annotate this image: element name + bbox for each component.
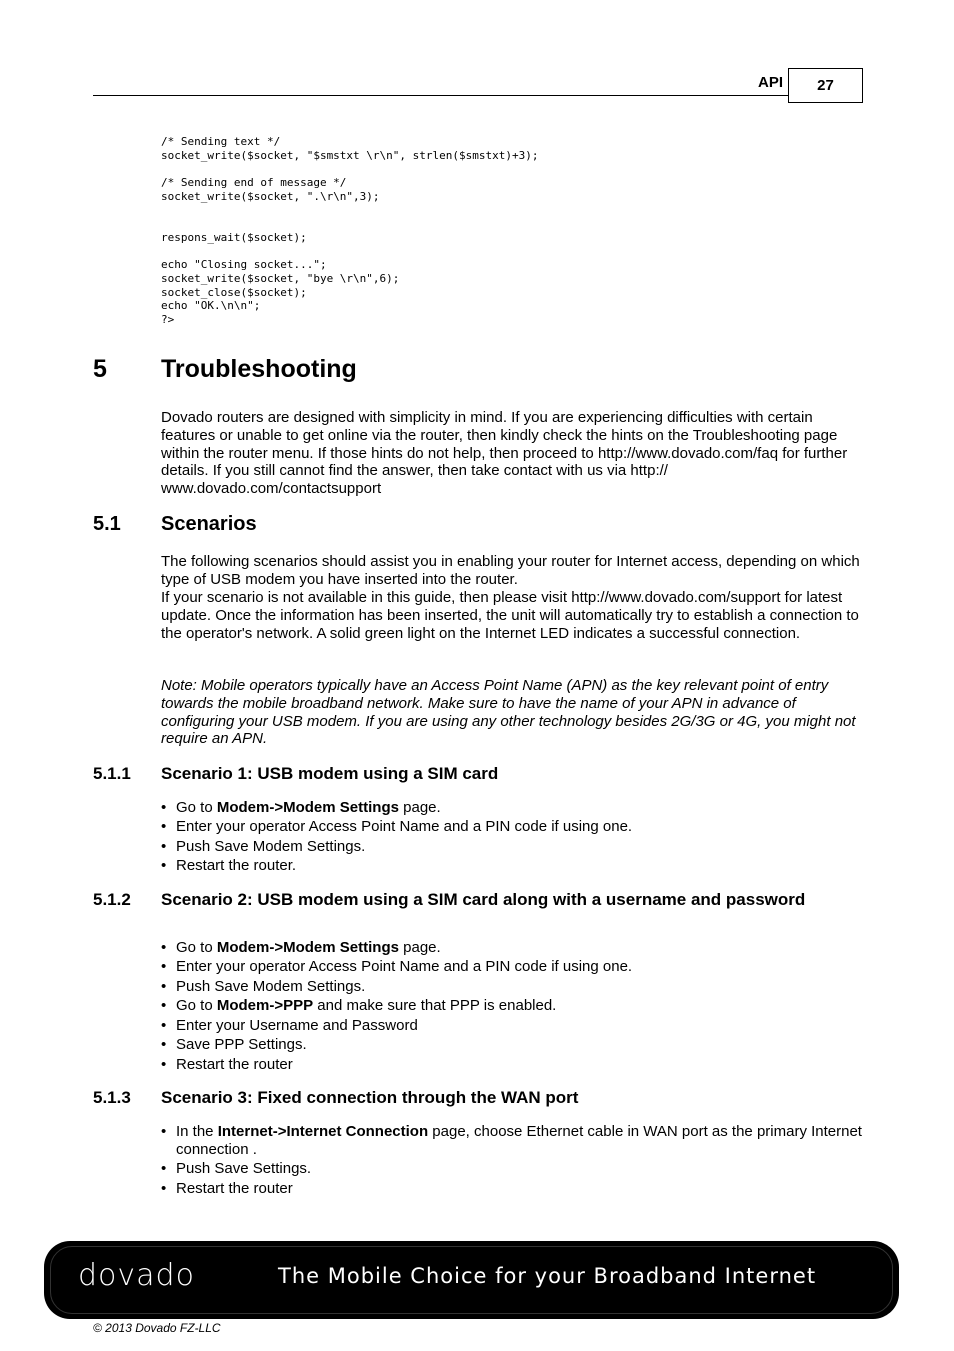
section-number: 5 [93,355,107,383]
list-item-text: Enter your operator Access Point Name and a PIN code if using one. [176,958,633,976]
list-item-text: and make sure that PPP is enabled. [313,997,557,1015]
list-item [161,997,863,1015]
list-item-text: page. [398,939,441,956]
list-item [161,1160,863,1178]
list-item-text: Restart the router [176,1179,293,1197]
menu-path: Modem->PPP [216,997,314,1015]
list-item [161,1056,863,1074]
scenarios-paragraph-1: The following scenarios should assist you in enabling your router for Internet access, depending on which type of USB modem you have inserted into the router. [161,553,860,588]
menu-path: Internet->Internet Connection [217,1123,429,1140]
header-rule [93,95,789,96]
copyright-notice: © 2013 Dovado FZ-LLC [93,1321,221,1335]
list-item-text: Go to [176,997,217,1015]
scenario-1-steps [161,799,863,877]
list-item [161,1017,863,1035]
list-item-text: Restart the router [176,1055,293,1073]
section-number: 5.1 [93,513,121,535]
list-item [161,978,863,996]
section-title: Scenarios [161,513,257,535]
list-item-text: Go to [176,939,217,956]
section-title: Scenario 2: USB modem using a SIM card along with a username and password [161,890,806,909]
list-item-text: Enter your Username and Password [176,1016,418,1034]
list-item [161,958,863,976]
list-item-text: Push Save Modem Settings. [176,977,366,995]
list-item-text: In the [176,1123,218,1140]
menu-path: Modem->Modem Settings [216,939,399,956]
list-item-text: Restart the router. [176,857,297,875]
page-number: 27 [817,77,834,94]
footer-slogan: The Mobile Choice for your Broadband Internet [278,1264,817,1288]
scenarios-paragraph-2: If your scenario is not available in this guide, then please visit http://www.dovado.com/support for latest update. Once the information has been inserted, the unit will automatically try to establish a connection to the operator's network. A solid green light on the Internet LED indicates a successful connection. [161,589,859,642]
list-item-text: page, choose Ethernet cable in WAN port as the primary Internet connection . [176,1123,862,1158]
list-item [161,1180,863,1198]
list-item-text: Push Save Settings. [176,1160,312,1178]
apn-note: Note: Mobile operators typically have an Access Point Name (APN) as the key relevant point of entry towards the mobile broadband network. Make sure to have the name of your APN in advance of configuring your USB modem. If you are using any other technology besides 2G/3G or 4G, you might not require an APN. [161,677,856,748]
section-title: Troubleshooting [161,355,357,383]
list-item-text: Save PPP Settings. [176,1036,307,1054]
list-item [161,799,863,817]
section-number: 5.1.3 [93,1088,131,1107]
troubleshooting-intro: Dovado routers are designed with simplicity in mind. If you are experiencing difficulties with certain features or unable to get online via the router, then kindly check the hints on the Troubleshooting page within the router menu. If those hints do not help, then proceed to http://www.dovado.com/faq for further details. If you still cannot find the answer, then take contact with us via http:// www.dovado.com/contactsupport [161,409,848,498]
scenario-2-steps [161,939,863,1075]
list-item [161,857,863,875]
menu-path: Modem->Modem Settings [216,799,399,816]
list-item [161,1123,863,1159]
list-item [161,1036,863,1054]
page-number-box [788,68,863,103]
list-item-text: Enter your operator Access Point Name and a PIN code if using one. [176,818,633,836]
dovado-logo: dovado [78,1258,195,1293]
list-item [161,939,863,957]
section-number: 5.1.2 [93,890,131,909]
list-item [161,838,863,856]
running-header-section: API [757,74,783,91]
section-title: Scenario 3: Fixed connection through the WAN port [161,1088,579,1107]
list-item-text: Push Save Modem Settings. [176,837,366,855]
section-number: 5.1.1 [93,764,131,783]
scenario-3-steps [161,1123,863,1199]
list-item-text: page. [398,799,441,816]
list-item-text: Go to [176,799,217,816]
code-block: /* Sending text */ socket_write($socket, "$smstxt \r\n", strlen($smstxt)+3); /* Sending end of message */ socket_write($socket, ".\r\n",3); respons_wait($socket); echo "Closing socket..."; socket_write($socket, "bye \r\n",6); socket_close($socket); echo "OK.\n\n"; ?> [161,135,539,327]
list-item [161,818,863,836]
section-title: Scenario 1: USB modem using a SIM card [161,764,499,783]
